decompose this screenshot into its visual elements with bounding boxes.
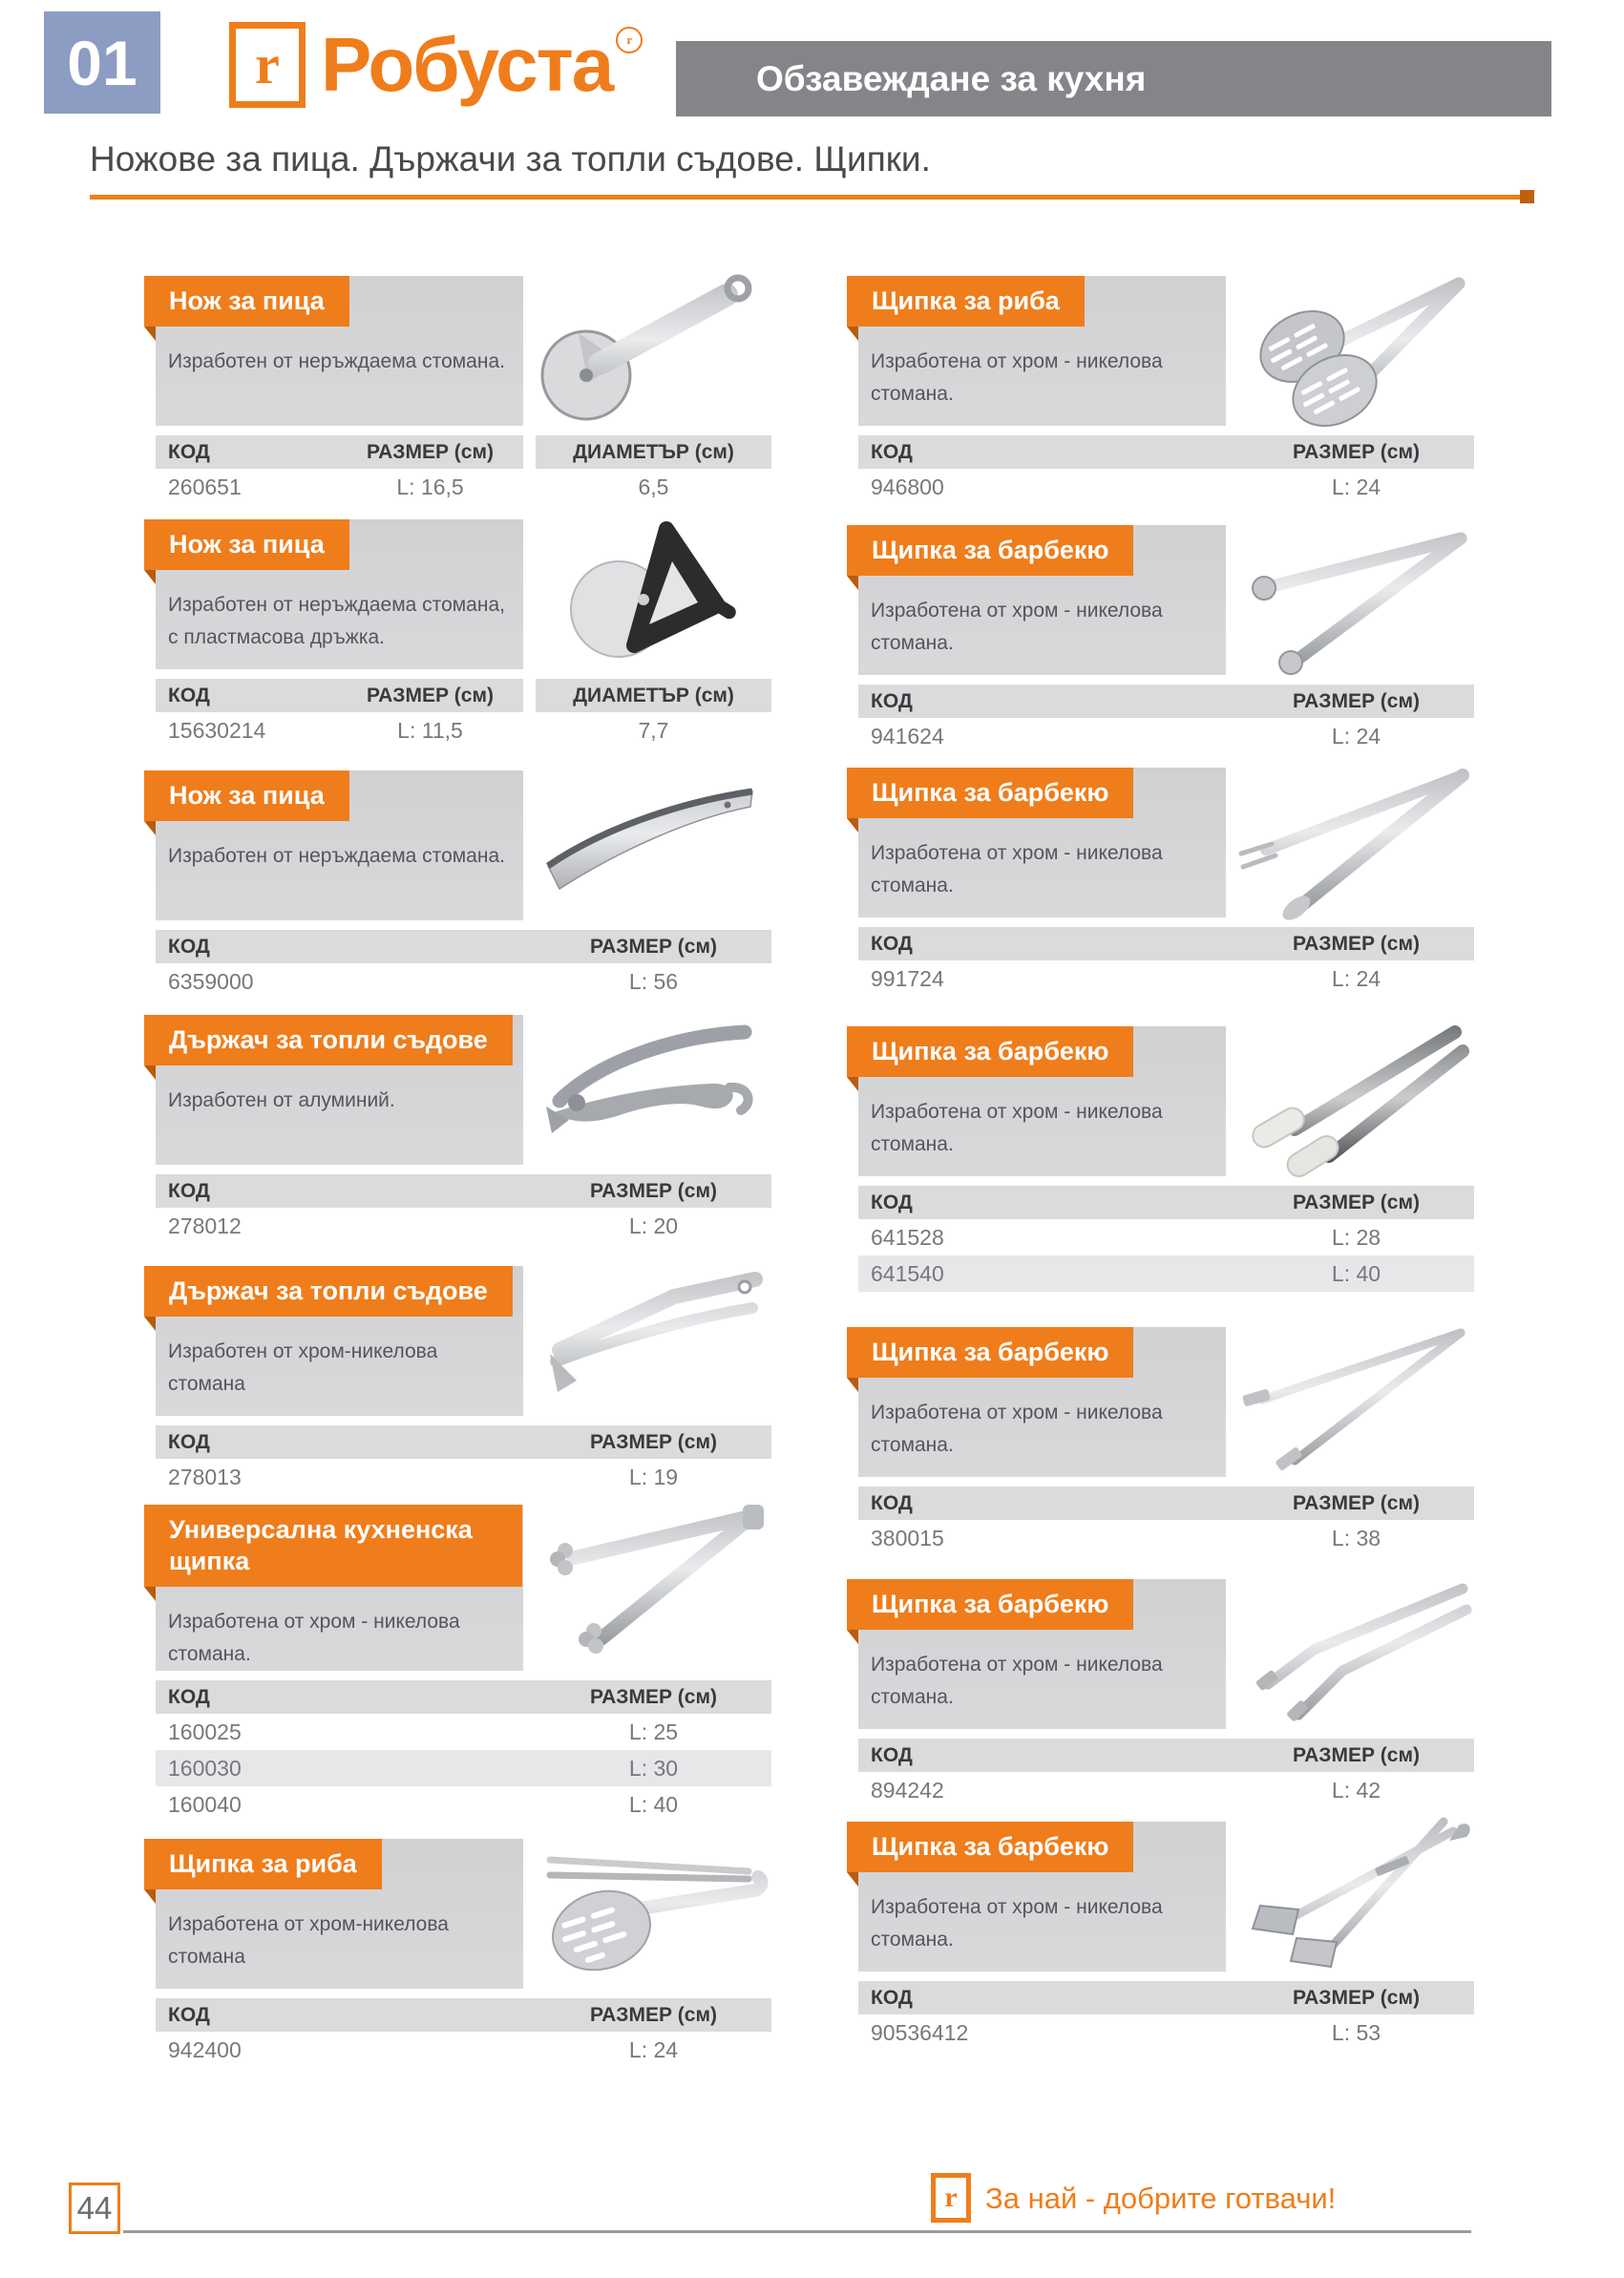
- product-code: 641528: [871, 1224, 944, 1250]
- product-card: [156, 1505, 771, 1823]
- brand-mark-letter: r: [255, 33, 280, 95]
- table-row: [156, 469, 771, 505]
- product-description: Изработен от неръждаема стомана, с пластмасова дръжка.: [168, 594, 505, 648]
- table-header: [858, 685, 1474, 718]
- product-ribbon: [847, 525, 1133, 576]
- product-card: [156, 770, 771, 1000]
- product-card: [858, 276, 1474, 505]
- product-title: Нож за пица: [169, 530, 325, 559]
- product-description: Изработена от хром - никелова стомана.: [871, 1101, 1163, 1155]
- fish-tongs-spatula-image: [531, 1829, 771, 1999]
- product-code: 260651: [168, 474, 242, 499]
- column-header-code: КОД: [871, 440, 913, 463]
- product-title: Щипка за барбекю: [872, 778, 1109, 807]
- bbq-tongs-grip-image: [1234, 1017, 1474, 1187]
- column-header-size: РАЗМЕР (см): [366, 440, 495, 463]
- product-title: Нож за пица: [169, 286, 325, 315]
- product-description-box: [156, 519, 523, 669]
- product-ribbon: [847, 768, 1133, 818]
- product-diameter: 7,7: [638, 717, 669, 743]
- column-header-code: КОД: [168, 440, 210, 463]
- product-description: Изработена от хром - никелова стомана.: [871, 1654, 1163, 1708]
- product-column-left: [156, 0, 771, 2278]
- product-diameter: 6,5: [638, 474, 669, 499]
- product-ribbon: [144, 1266, 513, 1317]
- column-header-size: РАЗМЕР (см): [589, 935, 718, 958]
- product-description-box: [156, 770, 523, 920]
- footer-divider: [123, 2230, 1471, 2233]
- product-title: Щипка за риба: [872, 286, 1060, 315]
- table-row: [858, 1219, 1474, 1255]
- product-code: 946800: [871, 474, 944, 499]
- product-code: 941624: [871, 723, 944, 749]
- table-row: [156, 712, 771, 749]
- footer-slogan: За най - добрите готвачи!: [985, 2182, 1337, 2215]
- product-card: [156, 519, 771, 749]
- table-header: [858, 927, 1474, 960]
- product-card: [858, 1579, 1474, 1808]
- table-row: [858, 2014, 1474, 2051]
- product-ribbon: [847, 1327, 1133, 1378]
- product-size: L: 30: [628, 1755, 679, 1781]
- product-description: Изработена от хром - никелова стомана.: [168, 1611, 460, 1665]
- table-row: [156, 1714, 771, 1750]
- column-header-size: РАЗМЕР (см): [589, 1179, 718, 1202]
- brand-name: Робуста: [321, 22, 613, 107]
- product-ribbon: [144, 1015, 513, 1065]
- table-header: [156, 1998, 771, 2032]
- column-header-size: РАЗМЕР (см): [1292, 1986, 1421, 2009]
- product-code: 90536412: [871, 2019, 969, 2045]
- product-code: 991724: [871, 965, 944, 991]
- table-row: [858, 718, 1474, 754]
- product-description-box: [858, 1327, 1226, 1477]
- table-header: [156, 1425, 771, 1459]
- product-code: 160025: [168, 1719, 242, 1744]
- product-title: Щипка за риба: [169, 1849, 357, 1878]
- product-ribbon: [847, 276, 1085, 327]
- column-header-size: РАЗМЕР (см): [1292, 689, 1421, 712]
- product-size: L: 11,5: [397, 717, 463, 743]
- column-header-code: КОД: [168, 684, 210, 707]
- product-description: Изработена от хром - никелова стомана.: [871, 1896, 1163, 1951]
- product-title: Нож за пица: [169, 781, 325, 810]
- column-header-code: КОД: [168, 1179, 210, 1202]
- product-size: L: 20: [628, 1213, 679, 1238]
- column-header-diameter: ДИАМЕТЪР (см): [573, 684, 734, 707]
- product-description-box: [156, 1839, 523, 1989]
- product-title: Универсална кухненска щипка: [169, 1515, 473, 1575]
- pan-gripper-aluminium-image: [531, 1005, 771, 1175]
- product-title: Щипка за барбекю: [872, 1338, 1109, 1366]
- product-code: 6359000: [168, 968, 254, 994]
- table-header: [156, 679, 771, 712]
- product-ribbon: [144, 1839, 382, 1889]
- product-description-box: [156, 1015, 523, 1165]
- product-code: 278012: [168, 1213, 242, 1238]
- product-ribbon: [847, 1822, 1133, 1872]
- registered-mark-icon: r: [616, 27, 643, 53]
- product-description: Изработен от неръждаема стомана.: [168, 845, 505, 867]
- product-description-box: [858, 1579, 1226, 1729]
- column-header-code: КОД: [871, 1491, 913, 1514]
- product-description-box: [858, 768, 1226, 918]
- product-description: Изработен от алуминий.: [168, 1089, 395, 1111]
- table-header: [156, 435, 771, 469]
- product-card: [858, 1327, 1474, 1556]
- product-card: [858, 1822, 1474, 2051]
- bbq-tongs-spatula-image: [1234, 1812, 1474, 1982]
- column-header-size: РАЗМЕР (см): [589, 2003, 718, 2026]
- product-size: L: 19: [628, 1464, 679, 1489]
- table-header: [156, 1174, 771, 1208]
- table-header: [858, 435, 1474, 469]
- column-header-code: КОД: [168, 935, 210, 958]
- product-description-box: [156, 1505, 523, 1671]
- column-header-size: РАЗМЕР (см): [1292, 1491, 1421, 1514]
- product-title: Щипка за барбекю: [872, 536, 1109, 564]
- table-row: [156, 963, 771, 1000]
- product-title: Щипка за барбекю: [872, 1832, 1109, 1861]
- product-size: L: 24: [1331, 965, 1381, 991]
- table-header: [858, 1487, 1474, 1520]
- pizza-rocker-knife-image: [531, 761, 771, 931]
- table-row: [858, 469, 1474, 505]
- product-code: 380015: [871, 1525, 944, 1550]
- column-header-code: КОД: [168, 1685, 210, 1708]
- product-description: Изработен от хром-никелова стомана: [168, 1340, 438, 1395]
- table-header: [858, 1981, 1474, 2014]
- product-card: [156, 1839, 771, 2068]
- product-ribbon: [144, 276, 349, 327]
- table-row: [858, 1772, 1474, 1808]
- product-code: 160040: [168, 1791, 242, 1817]
- product-code: 894242: [871, 1777, 944, 1803]
- product-size: L: 16,5: [396, 474, 464, 499]
- product-card: [156, 276, 771, 505]
- table-row: [156, 2032, 771, 2068]
- category-title: Обзавеждане за кухня: [756, 58, 1147, 98]
- fish-tongs-double-image: [1234, 266, 1474, 436]
- column-header-code: КОД: [871, 1986, 913, 2009]
- product-description: Изработена от хром - никелова стомана.: [871, 1402, 1163, 1456]
- product-card: [858, 1026, 1474, 1292]
- product-ribbon: [144, 519, 349, 570]
- product-description-box: [858, 525, 1226, 675]
- product-description-box: [858, 1026, 1226, 1176]
- product-description: Изработена от хром - никелова стомана.: [871, 350, 1163, 405]
- product-code: 641540: [871, 1260, 944, 1286]
- column-header-size: РАЗМЕР (см): [1292, 1743, 1421, 1766]
- product-size: L: 40: [1331, 1260, 1381, 1286]
- product-column-right: [858, 0, 1474, 2278]
- column-header-code: КОД: [871, 932, 913, 955]
- bbq-tongs-fork-image: [1234, 758, 1474, 928]
- product-description: Изработен от неръждаема стомана.: [168, 350, 505, 372]
- column-header-size: РАЗМЕР (см): [1292, 932, 1421, 955]
- product-code: 942400: [168, 2036, 242, 2062]
- table-row: [858, 1520, 1474, 1556]
- table-header: [858, 1186, 1474, 1219]
- product-title: Държач за топли съдове: [169, 1025, 488, 1054]
- product-ribbon: [847, 1026, 1133, 1077]
- product-card: [858, 768, 1474, 997]
- column-header-code: КОД: [168, 2003, 210, 2026]
- product-description: Изработена от хром - никелова стомана.: [871, 600, 1163, 654]
- column-header-size: РАЗМЕР (см): [589, 1430, 718, 1453]
- product-size: L: 24: [1331, 723, 1381, 749]
- product-size: L: 42: [1331, 1777, 1381, 1803]
- table-row: [858, 1255, 1474, 1292]
- pan-gripper-chrome-image: [531, 1256, 771, 1426]
- column-header-code: КОД: [168, 1430, 210, 1453]
- table-header: [156, 1680, 771, 1714]
- column-header-code: КОД: [871, 1743, 913, 1766]
- product-title: Държач за топли съдове: [169, 1276, 488, 1305]
- bbq-tongs-slim-image: [1234, 1318, 1474, 1487]
- product-title: Щипка за барбекю: [872, 1590, 1109, 1618]
- column-header-code: КОД: [871, 1191, 913, 1213]
- product-size: L: 28: [1331, 1224, 1381, 1250]
- column-header-size: РАЗМЕР (см): [589, 1685, 718, 1708]
- table-header: [858, 1739, 1474, 1772]
- column-header-diameter: ДИАМЕТЪР (см): [573, 440, 734, 463]
- product-code: 278013: [168, 1464, 242, 1489]
- product-size: L: 53: [1331, 2019, 1381, 2045]
- column-header-size: РАЗМЕР (см): [1292, 440, 1421, 463]
- product-card: [156, 1266, 771, 1495]
- product-title: Щипка за барбекю: [872, 1037, 1109, 1065]
- product-ribbon: [144, 1505, 522, 1587]
- product-code: 15630214: [168, 717, 266, 743]
- table-row: [858, 960, 1474, 997]
- bbq-tongs-angled-image: [1234, 1570, 1474, 1740]
- table-row: [156, 1208, 771, 1244]
- product-ribbon: [847, 1579, 1133, 1630]
- bbq-tongs-ball-tip-image: [1234, 516, 1474, 686]
- section-number-badge: 01: [44, 11, 160, 114]
- footer-brand-mark-letter: r: [944, 2182, 958, 2213]
- product-size: L: 56: [628, 968, 679, 994]
- product-description-box: [156, 1266, 523, 1416]
- product-size: L: 25: [628, 1719, 679, 1744]
- product-size: L: 24: [1331, 474, 1381, 499]
- product-description-box: [156, 276, 523, 426]
- product-description: Изработена от хром-никелова стомана: [168, 1913, 449, 1968]
- product-description-box: [858, 1822, 1226, 1972]
- product-card: [858, 525, 1474, 754]
- product-ribbon: [144, 770, 349, 821]
- column-header-size: РАЗМЕР (см): [366, 684, 495, 707]
- column-header-code: КОД: [871, 689, 913, 712]
- product-description-box: [858, 276, 1226, 426]
- column-header-size: РАЗМЕР (см): [1292, 1191, 1421, 1213]
- footer-brand-icon: [931, 2173, 971, 2223]
- product-description: Изработена от хром - никелова стомана.: [871, 842, 1163, 896]
- page-number: 44: [69, 2183, 120, 2234]
- pizza-cutter-plastic-image: [531, 510, 771, 680]
- table-row: [156, 1750, 771, 1786]
- table-header: [156, 930, 771, 963]
- product-size: L: 40: [628, 1791, 679, 1817]
- product-code: 160030: [168, 1755, 242, 1781]
- table-row: [156, 1786, 771, 1823]
- page-title: Ножове за пица. Държачи за топли съдове. Щипки.: [90, 139, 931, 179]
- title-underline-end: [1520, 190, 1534, 203]
- pizza-cutter-steel-image: [531, 266, 771, 436]
- product-size: L: 24: [628, 2036, 679, 2062]
- table-row: [156, 1459, 771, 1495]
- product-size: L: 38: [1331, 1525, 1381, 1550]
- product-card: [156, 1015, 771, 1244]
- universal-tongs-image: [531, 1495, 771, 1665]
